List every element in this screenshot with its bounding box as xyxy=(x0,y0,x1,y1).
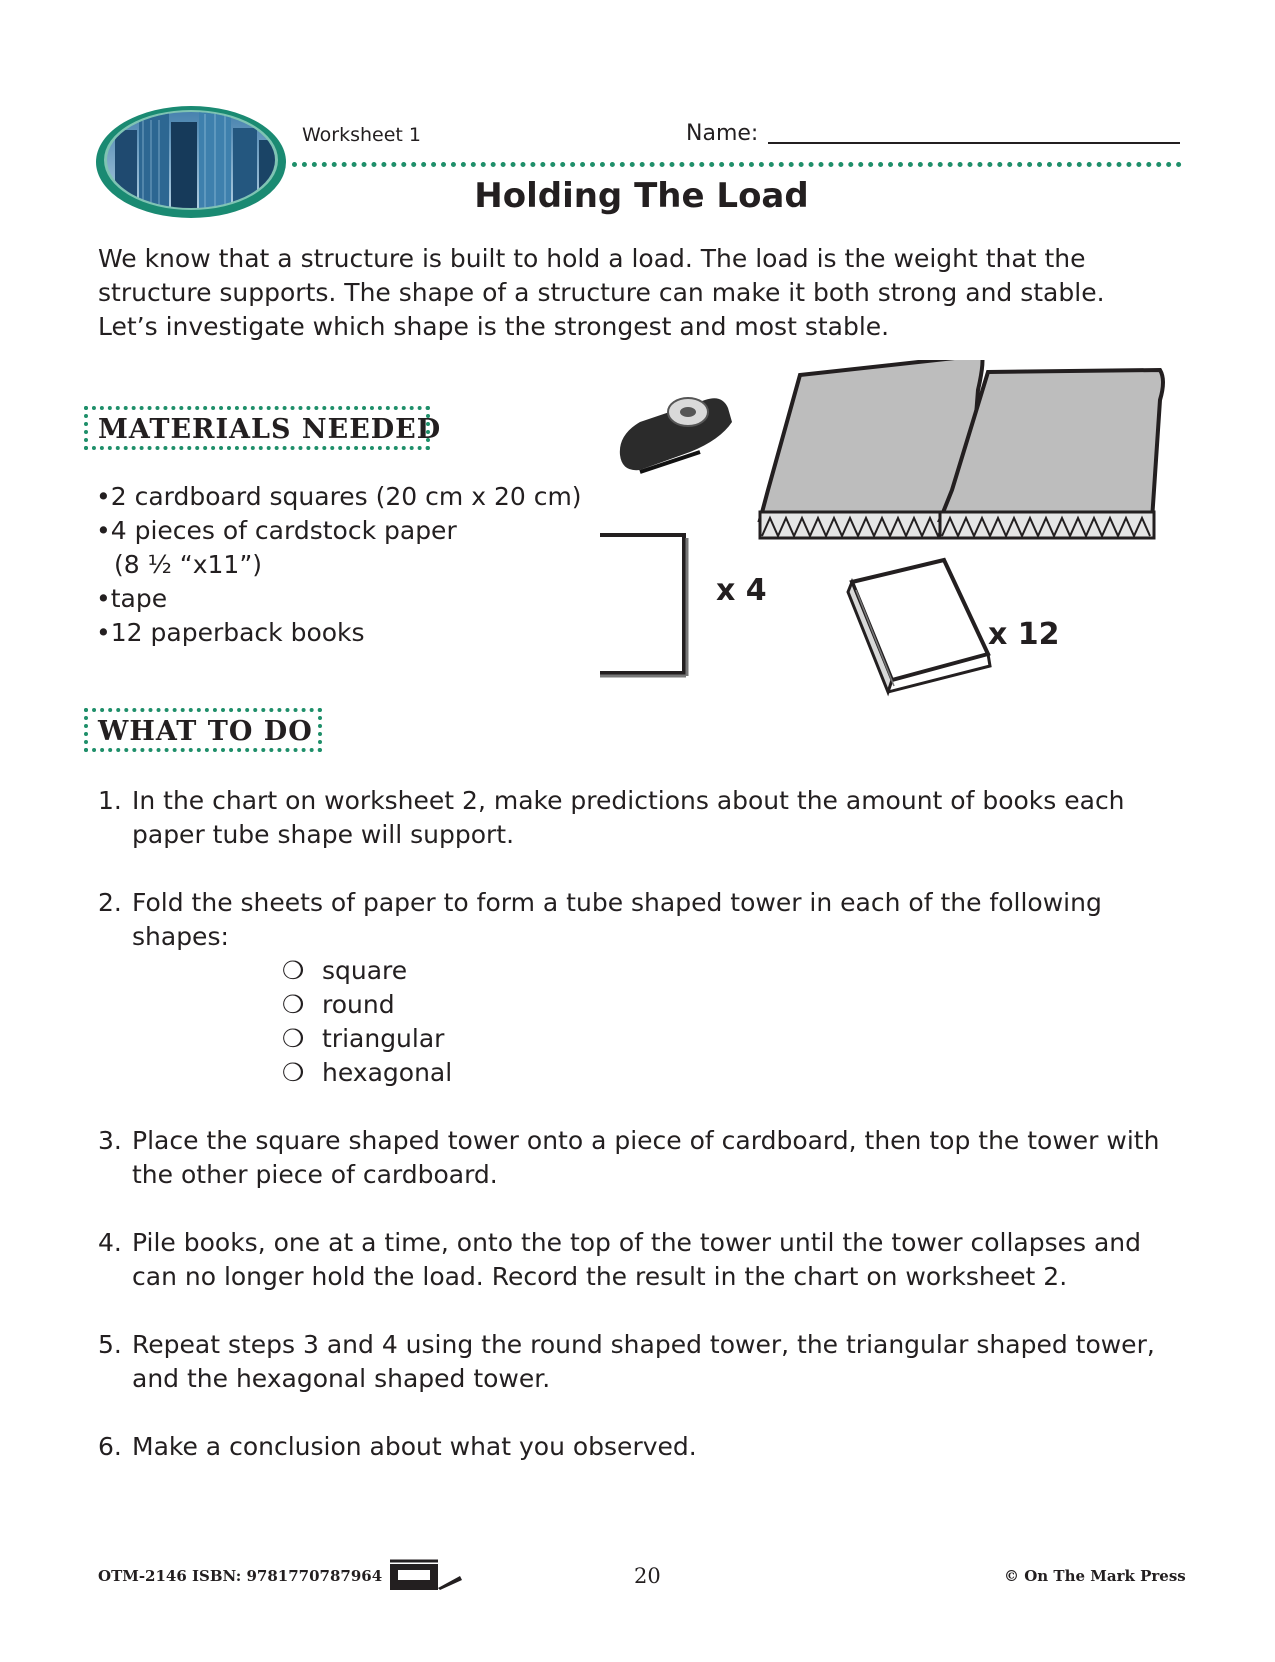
tape-dispenser-icon xyxy=(620,398,732,472)
materials-item: •12 paperback books xyxy=(96,618,365,647)
paper-sheet-icon xyxy=(600,535,687,676)
dotted-divider xyxy=(292,162,1182,167)
step-text: Repeat steps 3 and 4 using the round shaped tower, the triangular shaped tower, xyxy=(132,1330,1155,1359)
book-count-label: x 12 xyxy=(988,617,1060,652)
intro-paragraph xyxy=(98,242,1178,344)
shapes-list xyxy=(282,954,1198,1090)
publisher-logo-icon xyxy=(388,1558,464,1592)
step-number: 1. xyxy=(98,786,122,815)
step-number: 4. xyxy=(98,1228,122,1257)
page-number: 20 xyxy=(634,1564,661,1588)
intro-line: structure supports. The shape of a structure can make it both strong and stable. xyxy=(98,278,1105,307)
step-item xyxy=(98,1328,1198,1396)
step-text: paper tube shape will support. xyxy=(132,820,515,849)
step-text: the other piece of cardboard. xyxy=(132,1160,498,1189)
step-text: Pile books, one at a time, onto the top of the tower until the tower collapses and xyxy=(132,1228,1142,1257)
paper-count-label: x 4 xyxy=(716,573,767,608)
footer-copyright: © On The Mark Press xyxy=(1004,1567,1186,1585)
step-text: and the hexagonal shaped tower. xyxy=(132,1364,551,1393)
shape-item: ❍ triangular xyxy=(282,1022,1198,1056)
step-number: 2. xyxy=(98,888,122,917)
circle-bullet-icon: ❍ xyxy=(282,1058,305,1087)
shape-item: ❍ hexagonal xyxy=(282,1056,1198,1090)
step-text: Fold the sheets of paper to form a tube shaped tower in each of the following xyxy=(132,888,1102,917)
step-text: In the chart on worksheet 2, make predictions about the amount of books each xyxy=(132,786,1125,815)
step-text: Place the square shaped tower onto a piece of cardboard, then top the tower with xyxy=(132,1126,1160,1155)
step-text: can no longer hold the load. Record the result in the chart on worksheet 2. xyxy=(132,1262,1068,1291)
intro-line: Let’s investigate which shape is the strongest and most stable. xyxy=(98,312,890,341)
name-label: Name: xyxy=(686,121,759,146)
materials-item: •tape xyxy=(96,584,168,613)
materials-item: •2 cardboard squares (20 cm x 20 cm) xyxy=(96,482,582,511)
name-blank-line xyxy=(768,142,1180,144)
steps-list xyxy=(98,784,1198,1464)
materials-illustration xyxy=(600,360,1200,720)
intro-line: We know that a structure is built to hold a load. The load is the weight that the xyxy=(98,244,1086,273)
step-number: 3. xyxy=(98,1126,122,1155)
materials-item: •4 pieces of cardstock paper xyxy=(96,516,457,545)
circle-bullet-icon: ❍ xyxy=(282,956,305,985)
step-item xyxy=(98,886,1198,1090)
circle-bullet-icon: ❍ xyxy=(282,990,305,1019)
materials-list xyxy=(96,480,582,650)
worksheet-label: Worksheet 1 xyxy=(302,124,422,146)
materials-heading: MATERIALS NEEDED xyxy=(84,406,430,450)
step-number: 6. xyxy=(98,1432,122,1461)
page-title: Holding The Load xyxy=(474,176,809,216)
step-text: Make a conclusion about what you observed. xyxy=(132,1432,697,1461)
shape-item: ❍ round xyxy=(282,988,1198,1022)
circle-bullet-icon: ❍ xyxy=(282,1024,305,1053)
step-item xyxy=(98,1124,1198,1192)
materials-item: (8 ½ “x11”) xyxy=(114,550,263,579)
footer-isbn: OTM-2146 ISBN: 9781770787964 xyxy=(98,1567,383,1585)
paperback-book-icon xyxy=(848,560,990,692)
step-item xyxy=(98,784,1198,852)
what-to-do-heading: WHAT TO DO xyxy=(84,708,322,752)
step-text: shapes: xyxy=(132,922,229,951)
step-number: 5. xyxy=(98,1330,122,1359)
shape-item: ❍ square xyxy=(282,954,1198,988)
step-item xyxy=(98,1226,1198,1294)
step-item xyxy=(98,1430,1198,1464)
